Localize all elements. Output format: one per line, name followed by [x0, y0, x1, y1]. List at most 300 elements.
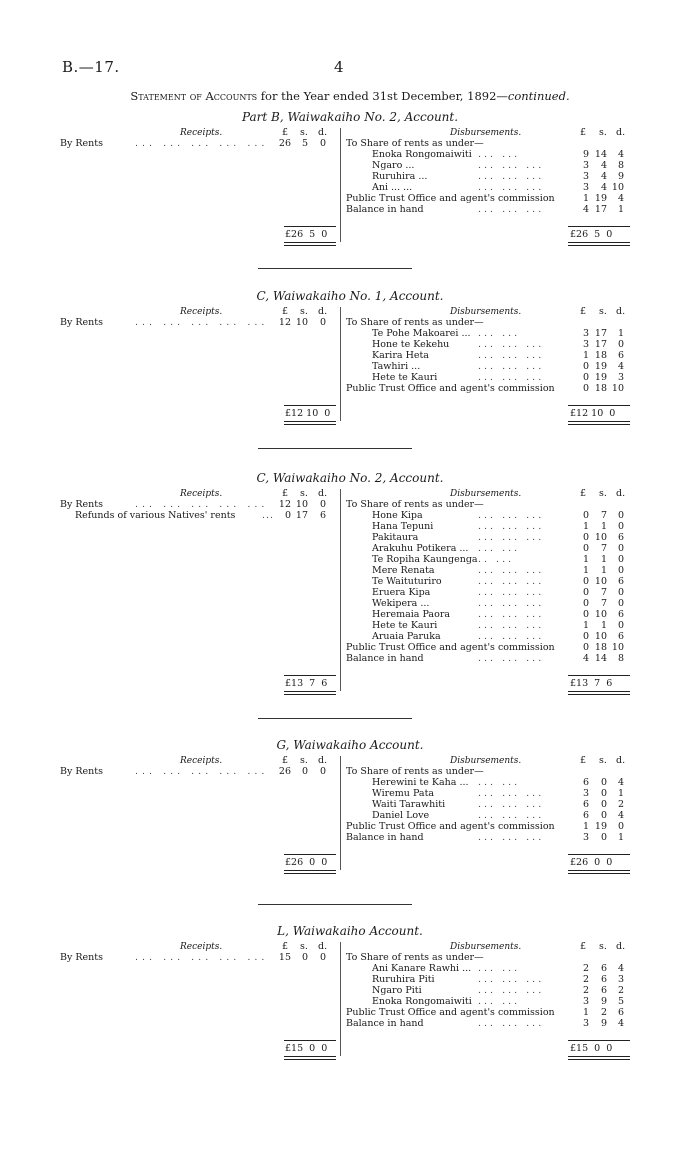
disbursement-dots: ... ... ...: [478, 598, 545, 609]
disbursement-shillings: 17: [594, 339, 607, 350]
disbursement-label: To Share of rents as under—: [346, 138, 484, 149]
receipt-label: By Rents: [60, 766, 103, 777]
statement-suffix: continued.: [507, 89, 570, 103]
disbursement-label: Balance in hand: [346, 832, 424, 843]
right-pence-header: d.: [616, 306, 626, 317]
right-pence-header: d.: [616, 941, 626, 952]
disbursement-pounds: 0: [582, 532, 589, 543]
right-pence-header: d.: [616, 755, 626, 766]
disbursement-label: To Share of rents as under—: [346, 766, 484, 777]
disbursement-dots: ... ...: [478, 996, 521, 1007]
disbursement-dots: ... ... ...: [478, 565, 545, 576]
disbursement-pounds: 6: [582, 810, 589, 821]
disbursement-dots: ... ... ...: [478, 182, 545, 193]
disbursement-pence: 10: [611, 642, 624, 653]
left-shilling-header: s.: [300, 941, 308, 952]
section-separator: [258, 268, 412, 269]
column-divider: [340, 942, 341, 1056]
receipt-shillings: 5: [301, 138, 308, 149]
disbursement-pounds: 1: [582, 193, 589, 204]
disbursement-pounds: 9: [582, 149, 589, 160]
left-shilling-header: s.: [300, 127, 308, 138]
right-pound-header: £: [580, 127, 587, 138]
disbursement-shillings: 9: [600, 996, 607, 1007]
disbursement-shillings: 19: [594, 193, 607, 204]
column-divider: [340, 756, 341, 870]
disbursement-shillings: 2: [600, 1007, 607, 1018]
page-number: 4: [334, 58, 344, 76]
left-total: £15 0 0: [285, 1043, 328, 1054]
section-separator: [258, 448, 412, 449]
disbursement-label: Daniel Love: [372, 810, 430, 821]
disbursement-label: Ani ... ...: [372, 182, 413, 193]
disbursement-label: Hana Tepuni: [372, 521, 434, 532]
disbursement-pence: 0: [617, 587, 624, 598]
receipts-heading: Receipts.: [180, 128, 223, 138]
disbursement-pence: 0: [617, 521, 624, 532]
disbursement-label: Te Pohe Makoarei ...: [372, 328, 471, 339]
disbursement-pence: 4: [617, 149, 624, 160]
disbursement-shillings: 18: [594, 642, 607, 653]
disbursement-shillings: 7: [600, 587, 607, 598]
account-section: [0, 291, 700, 441]
disbursement-dots: ... ...: [478, 777, 521, 788]
left-pence-header: d.: [318, 488, 328, 499]
right-total: £26 0 0: [570, 857, 613, 868]
disbursement-label: Ngaro Piti: [372, 985, 422, 996]
receipt-dots: ...: [262, 510, 275, 521]
statement-title: [0, 89, 700, 103]
left-total-double-rule: [284, 1056, 336, 1060]
disbursement-pence: 4: [617, 1018, 624, 1029]
disbursement-pence: 6: [617, 350, 624, 361]
disbursement-pounds: 0: [582, 361, 589, 372]
receipt-pence: 0: [319, 317, 326, 328]
statement-middle: for the Year ended 31st December, 1892—: [257, 89, 508, 103]
left-total-rule: [284, 226, 336, 227]
disbursement-pounds: 2: [582, 974, 589, 985]
disbursement-dots: ... ...: [478, 543, 521, 554]
disbursement-label: Hone Kipa: [372, 510, 423, 521]
right-total: £15 0 0: [570, 1043, 613, 1054]
disbursement-label: Wekipera ...: [372, 598, 430, 609]
right-total-rule: [568, 1040, 630, 1041]
left-pence-header: d.: [318, 127, 328, 138]
disbursement-pounds: 0: [582, 598, 589, 609]
right-total: £26 5 0: [570, 229, 613, 240]
receipt-pounds: 26: [278, 138, 291, 149]
left-pound-header: £: [282, 127, 289, 138]
disbursement-pounds: 3: [582, 1018, 589, 1029]
disbursement-shillings: 6: [600, 963, 607, 974]
disbursement-pounds: 1: [582, 821, 589, 832]
right-total-double-rule: [568, 691, 630, 695]
disbursement-label: Public Trust Office and agent's commission: [346, 193, 555, 204]
disbursement-shillings: 1: [600, 620, 607, 631]
disbursement-label: Ngaro ...: [372, 160, 415, 171]
disbursement-pence: 2: [617, 799, 624, 810]
disbursement-pounds: 3: [582, 832, 589, 843]
disbursement-pounds: 0: [582, 587, 589, 598]
disbursement-pounds: 1: [582, 554, 589, 565]
disbursements-heading: Disbursements.: [450, 942, 522, 952]
receipt-shillings: 17: [295, 510, 308, 521]
disbursement-pence: 10: [611, 182, 624, 193]
disbursement-pounds: 3: [582, 160, 589, 171]
disbursement-dots: ... ... ...: [478, 171, 545, 182]
disbursement-shillings: 4: [600, 160, 607, 171]
page-code: B.—17.: [62, 58, 120, 76]
disbursement-dots: ... ... ...: [478, 510, 545, 521]
receipt-label: By Rents: [60, 499, 103, 510]
statement-prefix: Statement of Accounts: [130, 89, 258, 103]
disbursement-pence: 6: [617, 576, 624, 587]
disbursement-pence: 0: [617, 565, 624, 576]
column-divider: [340, 128, 341, 242]
disbursement-label: Balance in hand: [346, 653, 424, 664]
disbursement-pounds: 2: [582, 963, 589, 974]
left-total: £26 0 0: [285, 857, 328, 868]
disbursement-label: Balance in hand: [346, 1018, 424, 1029]
disbursement-dots: ... ...: [478, 328, 521, 339]
receipt-dots: ... ... ... ... ...: [135, 138, 269, 149]
disbursement-dots: ... ... ...: [478, 799, 545, 810]
disbursement-pence: 8: [617, 653, 624, 664]
column-divider: [340, 489, 341, 691]
disbursement-shillings: 0: [600, 788, 607, 799]
right-pence-header: d.: [616, 488, 626, 499]
disbursement-shillings: 14: [594, 149, 607, 160]
disbursement-label: Waiti Tarawhiti: [372, 799, 446, 810]
disbursement-shillings: 10: [594, 609, 607, 620]
disbursement-label: Public Trust Office and agent's commission: [346, 1007, 555, 1018]
disbursement-dots: ... ... ...: [478, 810, 545, 821]
disbursement-pounds: 0: [582, 609, 589, 620]
disbursement-pounds: 3: [582, 996, 589, 1007]
right-pound-header: £: [580, 306, 587, 317]
disbursement-pence: 0: [617, 339, 624, 350]
disbursement-pounds: 0: [582, 372, 589, 383]
receipt-shillings: 10: [295, 499, 308, 510]
disbursement-pence: 4: [617, 963, 624, 974]
disbursement-pence: 0: [617, 554, 624, 565]
disbursement-dots: ... ... ...: [478, 361, 545, 372]
disbursement-pence: 4: [617, 777, 624, 788]
left-total-rule: [284, 675, 336, 676]
disbursement-shillings: 0: [600, 777, 607, 788]
disbursement-pounds: 6: [582, 777, 589, 788]
disbursement-pence: 6: [617, 609, 624, 620]
right-total-rule: [568, 226, 630, 227]
receipt-pounds: 12: [278, 317, 291, 328]
receipt-shillings: 0: [301, 766, 308, 777]
disbursement-pence: 6: [617, 631, 624, 642]
disbursement-pence: 2: [617, 985, 624, 996]
disbursement-dots: ... ... ...: [478, 339, 545, 350]
disbursement-pounds: 4: [582, 653, 589, 664]
left-total: £13 7 6: [285, 678, 328, 689]
disbursement-dots: ... ... ...: [478, 1018, 545, 1029]
right-total: £12 10 0: [570, 408, 616, 419]
disbursement-label: Hete te Kauri: [372, 620, 438, 631]
receipts-heading: Receipts.: [180, 756, 223, 766]
section-separator: [258, 904, 412, 905]
left-total: £26 5 0: [285, 229, 328, 240]
left-pence-header: d.: [318, 306, 328, 317]
disbursement-pence: 1: [617, 788, 624, 799]
disbursement-dots: ... ... ...: [478, 372, 545, 383]
disbursement-pounds: 0: [582, 576, 589, 587]
disbursement-pence: 0: [617, 510, 624, 521]
disbursement-shillings: 4: [600, 171, 607, 182]
disbursement-label: Herewini te Kaha ...: [372, 777, 469, 788]
right-shilling-header: s.: [599, 941, 607, 952]
left-total-rule: [284, 405, 336, 406]
right-total: £13 7 6: [570, 678, 613, 689]
disbursement-dots: ... ... ...: [478, 974, 545, 985]
receipt-pence: 0: [319, 766, 326, 777]
section-separator: [258, 718, 412, 719]
right-shilling-header: s.: [599, 127, 607, 138]
left-total: £12 10 0: [285, 408, 331, 419]
disbursement-label: To Share of rents as under—: [346, 952, 484, 963]
account-title: C, Waiwakaiho No. 1, Account.: [256, 289, 444, 303]
left-shilling-header: s.: [300, 488, 308, 499]
left-total-rule: [284, 1040, 336, 1041]
receipt-dots: ... ... ... ... ...: [135, 766, 269, 777]
disbursement-pounds: 3: [582, 339, 589, 350]
disbursement-label: Public Trust Office and agent's commission: [346, 821, 555, 832]
disbursement-pounds: 1: [582, 1007, 589, 1018]
disbursement-pounds: 3: [582, 328, 589, 339]
receipt-pounds: 15: [278, 952, 291, 963]
left-pence-header: d.: [318, 755, 328, 766]
account-section: [0, 112, 700, 262]
disbursement-dots: ... ... ...: [478, 587, 545, 598]
disbursement-dots: ... ... ...: [478, 620, 545, 631]
disbursement-pence: 0: [617, 598, 624, 609]
receipt-label: Refunds of various Natives' rents: [75, 510, 236, 521]
disbursement-pence: 5: [617, 996, 624, 1007]
right-pound-header: £: [580, 488, 587, 499]
disbursements-heading: Disbursements.: [450, 128, 522, 138]
disbursement-pounds: 1: [582, 620, 589, 631]
disbursement-shillings: 9: [600, 1018, 607, 1029]
disbursement-shillings: 14: [594, 653, 607, 664]
disbursement-label: Ruruhira Piti: [372, 974, 435, 985]
left-total-double-rule: [284, 691, 336, 695]
disbursement-pence: 6: [617, 1007, 624, 1018]
disbursement-shillings: 0: [600, 810, 607, 821]
receipts-heading: Receipts.: [180, 307, 223, 317]
disbursement-dots: .. ...: [478, 554, 515, 565]
disbursement-pounds: 0: [582, 510, 589, 521]
receipt-label: By Rents: [60, 952, 103, 963]
disbursement-shillings: 7: [600, 510, 607, 521]
disbursement-shillings: 6: [600, 985, 607, 996]
disbursement-label: Hete te Kauri: [372, 372, 438, 383]
disbursement-pounds: 1: [582, 565, 589, 576]
disbursement-pounds: 0: [582, 543, 589, 554]
disbursement-label: To Share of rents as under—: [346, 317, 484, 328]
disbursement-dots: ... ... ...: [478, 204, 545, 215]
disbursement-dots: ... ... ...: [478, 521, 545, 532]
left-pound-header: £: [282, 306, 289, 317]
receipt-shillings: 0: [301, 952, 308, 963]
disbursement-dots: ... ... ...: [478, 576, 545, 587]
disbursement-pounds: 6: [582, 799, 589, 810]
column-divider: [340, 307, 341, 421]
disbursement-pence: 3: [617, 974, 624, 985]
receipts-heading: Receipts.: [180, 942, 223, 952]
disbursement-pounds: 3: [582, 171, 589, 182]
left-pound-header: £: [282, 488, 289, 499]
disbursement-shillings: 18: [594, 350, 607, 361]
right-total-double-rule: [568, 242, 630, 246]
receipt-pounds: 0: [284, 510, 291, 521]
disbursement-dots: ... ... ...: [478, 631, 545, 642]
left-pound-header: £: [282, 755, 289, 766]
disbursement-shillings: 4: [600, 182, 607, 193]
left-shilling-header: s.: [300, 755, 308, 766]
disbursement-dots: ... ... ...: [478, 609, 545, 620]
right-total-double-rule: [568, 421, 630, 425]
disbursement-dots: ... ... ...: [478, 160, 545, 171]
right-shilling-header: s.: [599, 755, 607, 766]
receipt-pence: 0: [319, 499, 326, 510]
receipt-shillings: 10: [295, 317, 308, 328]
left-total-rule: [284, 854, 336, 855]
disbursement-shillings: 10: [594, 631, 607, 642]
receipt-pence: 6: [319, 510, 326, 521]
disbursement-shillings: 1: [600, 554, 607, 565]
right-pound-header: £: [580, 941, 587, 952]
disbursement-label: Hone te Kekehu: [372, 339, 450, 350]
right-pound-header: £: [580, 755, 587, 766]
disbursement-label: Te Waituturiro: [372, 576, 442, 587]
disbursements-heading: Disbursements.: [450, 756, 522, 766]
disbursement-pounds: 3: [582, 182, 589, 193]
disbursement-dots: ... ... ...: [478, 985, 545, 996]
receipt-pence: 0: [319, 952, 326, 963]
disbursement-label: Mere Renata: [372, 565, 435, 576]
disbursement-pounds: 0: [582, 383, 589, 394]
disbursements-heading: Disbursements.: [450, 307, 522, 317]
disbursement-pence: 1: [617, 832, 624, 843]
disbursement-pence: 10: [611, 383, 624, 394]
disbursement-pounds: 3: [582, 788, 589, 799]
disbursement-label: Pakitaura: [372, 532, 419, 543]
left-total-double-rule: [284, 421, 336, 425]
disbursement-label: Tawhiri ...: [372, 361, 421, 372]
right-total-double-rule: [568, 870, 630, 874]
disbursement-dots: ... ... ...: [478, 653, 545, 664]
disbursement-dots: ... ... ...: [478, 788, 545, 799]
disbursement-shillings: 17: [594, 204, 607, 215]
disbursement-dots: ... ...: [478, 149, 521, 160]
disbursement-shillings: 1: [600, 521, 607, 532]
disbursement-pence: 4: [617, 810, 624, 821]
account-title: Part B, Waiwakaiho No. 2, Account.: [241, 110, 459, 124]
disbursement-shillings: 18: [594, 383, 607, 394]
disbursement-pounds: 1: [582, 521, 589, 532]
disbursement-label: Arakuhu Potikera ...: [372, 543, 469, 554]
disbursement-pounds: 0: [582, 642, 589, 653]
left-pence-header: d.: [318, 941, 328, 952]
disbursement-shillings: 7: [600, 543, 607, 554]
disbursement-shillings: 17: [594, 328, 607, 339]
disbursement-label: Te Ropiha Kaungenga: [372, 554, 478, 565]
disbursement-shillings: 6: [600, 974, 607, 985]
disbursement-label: Ruruhira ...: [372, 171, 428, 182]
disbursement-pence: 1: [617, 204, 624, 215]
receipt-dots: ... ... ... ... ...: [135, 952, 269, 963]
disbursement-dots: ... ... ...: [478, 832, 545, 843]
disbursement-dots: ... ... ...: [478, 532, 545, 543]
disbursement-dots: ... ... ...: [478, 350, 545, 361]
disbursement-label: To Share of rents as under—: [346, 499, 484, 510]
disbursement-pence: 4: [617, 193, 624, 204]
disbursement-pence: 0: [617, 620, 624, 631]
account-section: [0, 471, 700, 689]
disbursement-label: Public Trust Office and agent's commission: [346, 383, 555, 394]
receipt-pounds: 12: [278, 499, 291, 510]
disbursement-pounds: 0: [582, 631, 589, 642]
disbursement-pence: 3: [617, 372, 624, 383]
disbursement-pence: 8: [617, 160, 624, 171]
disbursement-pounds: 4: [582, 204, 589, 215]
disbursement-shillings: 19: [594, 821, 607, 832]
disbursement-label: Wiremu Pata: [372, 788, 435, 799]
receipt-label: By Rents: [60, 138, 103, 149]
right-total-rule: [568, 854, 630, 855]
right-total-double-rule: [568, 1056, 630, 1060]
left-total-double-rule: [284, 242, 336, 246]
disbursement-pence: 9: [617, 171, 624, 182]
right-shilling-header: s.: [599, 488, 607, 499]
disbursement-label: Enoka Rongomaiwiti: [372, 149, 472, 160]
disbursement-shillings: 10: [594, 532, 607, 543]
right-total-rule: [568, 405, 630, 406]
receipt-pence: 0: [319, 138, 326, 149]
right-total-rule: [568, 675, 630, 676]
account-title: C, Waiwakaiho No. 2, Account.: [256, 471, 444, 485]
disbursement-shillings: 1: [600, 565, 607, 576]
receipt-label: By Rents: [60, 317, 103, 328]
disbursement-label: Ani Kanare Rawhi ...: [372, 963, 472, 974]
disbursement-label: Eruera Kipa: [372, 587, 431, 598]
account-section: [0, 926, 700, 1076]
disbursement-label: Balance in hand: [346, 204, 424, 215]
disbursement-shillings: 19: [594, 372, 607, 383]
account-title: G, Waiwakaiho Account.: [276, 738, 424, 752]
disbursement-shillings: 0: [600, 799, 607, 810]
receipts-heading: Receipts.: [180, 489, 223, 499]
disbursement-pence: 6: [617, 532, 624, 543]
disbursement-shillings: 10: [594, 576, 607, 587]
disbursement-label: Aruaia Paruka: [372, 631, 441, 642]
disbursement-pence: 1: [617, 328, 624, 339]
right-pence-header: d.: [616, 127, 626, 138]
receipt-dots: ... ... ... ... ...: [135, 317, 269, 328]
account-section: [0, 740, 700, 890]
disbursement-label: Public Trust Office and agent's commission: [346, 642, 555, 653]
receipt-dots: ... ... ... ... ...: [135, 499, 269, 510]
disbursement-label: Enoka Rongomaiwiti: [372, 996, 472, 1007]
left-shilling-header: s.: [300, 306, 308, 317]
left-pound-header: £: [282, 941, 289, 952]
left-total-double-rule: [284, 870, 336, 874]
